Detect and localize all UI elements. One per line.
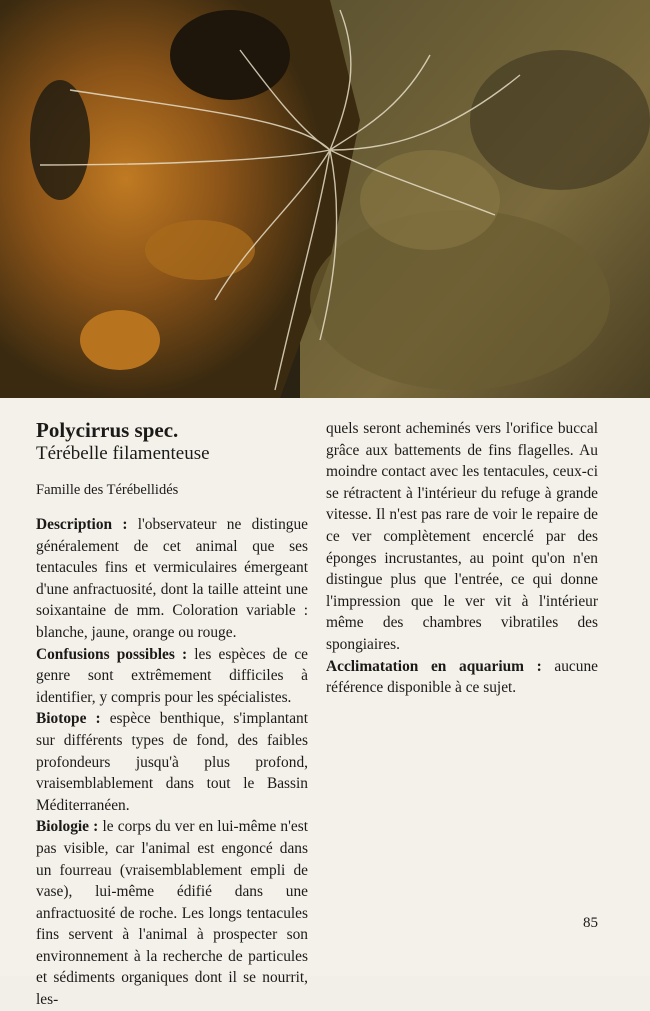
family-name: Famille des Térébellidés [36,482,179,498]
biotope-text: espèce benthique, s'implantant sur différents types de fond, des faibles profondeurs jusqu'à plus profond, vraisemblablement dans tout le Bassin Méditerranéen. [36,710,309,814]
left-column [36,418,308,1011]
confusions-paragraph [36,644,308,709]
description-label: Description : [36,516,128,533]
species-name: Polycirrus spec. [36,418,179,442]
description-paragraph [36,514,308,644]
description-text: l'observateur ne distingue généralement de cet animal que ses tentacules fins et vermiculaires émergeant d'une anfractuosité, dont la taille atteint une soixantaine de mm. Coloration variable : blanche, jaune, orange ou rouge. [36,516,309,641]
page-number: 85 [583,915,598,931]
photo-illustration [0,0,650,398]
biotope-label: Biotope : [36,710,101,728]
biologie-continuation: quels seront acheminés vers l'orifice buccal grâce aux battements de fins flagelles. Au moindre contact avec les tentacules, ceux-ci se rétractent à l'intérieur du refuge à grande vitesse. Il n'est pas rare de voir le repaire de ce ver complètement encerclé par des éponges incrustantes, au point qu'on n'en distingue plus que l'entrée, ce qui donne l'impression que le ver vit à l'intérieur même des chambres vibratiles des spongiaires. [326,420,598,653]
underwater-photo [0,0,650,398]
acclimatation-label: Acclimatation en aquarium : [326,657,542,675]
biologie-label: Biologie : [36,818,99,836]
confusions-label: Confusions possibles : [36,645,188,663]
acclimatation-text: aucune référence disponible à ce sujet. [326,657,598,697]
biologie-paragraph [36,816,308,1010]
text-area [0,398,650,1009]
confusions-text: les espèces de ce genre sont extrêmement difficiles à identifier, y compris pour les spécialistes. [36,645,308,706]
biotope-paragraph [36,708,308,816]
common-name: Térébelle filamenteuse [36,443,210,464]
biologie-text-left: le corps du ver en lui-même n'est pas visible, car l'animal est engoncé dans un fourreau (vraisemblablement empli de vase), lui-même édifié dans une anfractuosité de roche. Les longs tentacules fins servent à l'animal à prospecter son environnement à la recherche de particules et sédiments organiques dont il se nourrit, les- [36,818,309,1009]
right-column [326,418,598,699]
acclimatation-paragraph [326,656,598,699]
